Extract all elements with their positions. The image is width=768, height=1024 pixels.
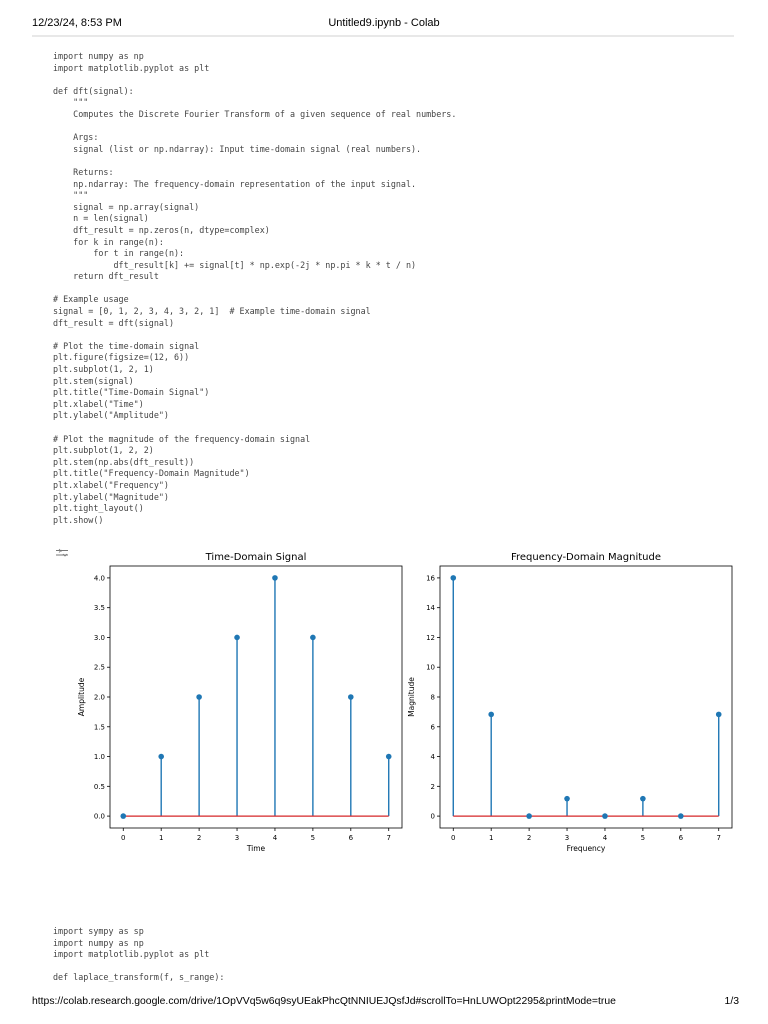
code-line: plt.subplot(1, 2, 1) bbox=[53, 364, 154, 375]
stem-marker bbox=[158, 754, 164, 760]
y-tick-label: 2 bbox=[430, 782, 435, 791]
x-tick-label: 6 bbox=[348, 834, 354, 842]
y-tick-label: 2.0 bbox=[93, 693, 105, 702]
x-axis-label: Frequency bbox=[566, 844, 606, 853]
print-datetime: 12/23/24, 8:53 PM bbox=[32, 17, 122, 29]
code-line: plt.ylabel("Amplitude") bbox=[53, 410, 169, 421]
frequency-domain-chart bbox=[404, 545, 734, 860]
code-line: import sympy as sp bbox=[53, 926, 144, 936]
code-line bbox=[53, 961, 713, 973]
chart-title: Frequency-Domain Magnitude bbox=[510, 552, 662, 563]
stem-marker bbox=[310, 635, 316, 641]
code-line: dft_result = np.zeros(n, dtype=complex) bbox=[53, 224, 270, 235]
stem-marker bbox=[678, 813, 684, 819]
stem-marker bbox=[234, 635, 240, 641]
stem-marker bbox=[348, 694, 354, 700]
code-line: import matplotlib.pyplot as plt bbox=[53, 949, 210, 960]
code-line: signal (list or np.ndarray): Input time-domain signal (real numbers). bbox=[53, 143, 422, 154]
x-tick-label: 1 bbox=[158, 834, 164, 842]
y-axis-label: Amplitude bbox=[77, 677, 86, 717]
code-line: plt.stem(np.abs(dft_result)) bbox=[53, 456, 195, 467]
print-footer bbox=[0, 996, 768, 1010]
code-line: def dft(signal): bbox=[53, 85, 134, 96]
x-tick-label: 4 bbox=[602, 834, 608, 842]
page-url: https://colab.research.google.com/drive/1OpVVq5w6q9syUEakPhcQtNNIUEJQsfJd#scrollTo=HnLUWOpt2295&printMode=true bbox=[32, 996, 616, 1007]
header-divider bbox=[32, 35, 734, 37]
x-tick-label: 3 bbox=[564, 834, 570, 842]
stem-marker bbox=[386, 754, 392, 760]
stem-marker bbox=[120, 813, 126, 819]
axes-frame bbox=[440, 566, 732, 828]
code-line: plt.xlabel("Time") bbox=[53, 398, 144, 409]
code-line: signal = np.array(signal) bbox=[53, 201, 200, 212]
y-tick-label: 1.5 bbox=[93, 723, 105, 732]
code-line: signal = [0, 1, 2, 3, 4, 3, 2, 1] # Example time-domain signal bbox=[53, 306, 371, 317]
code-line: # Plot the time-domain signal bbox=[53, 340, 200, 351]
x-tick-label: 7 bbox=[716, 834, 721, 842]
code-line bbox=[53, 283, 713, 295]
y-tick-label: 12 bbox=[426, 633, 435, 642]
code-line: """ bbox=[53, 97, 89, 108]
stem-marker bbox=[450, 575, 456, 581]
y-tick-label: 10 bbox=[426, 663, 435, 672]
stem-marker bbox=[602, 813, 608, 819]
stem-marker bbox=[196, 694, 202, 700]
code-line: plt.tight_layout() bbox=[53, 503, 144, 514]
time-domain-chart bbox=[74, 545, 404, 860]
code-line: dft_result = dft(signal) bbox=[53, 317, 175, 328]
code-line: plt.show() bbox=[53, 514, 104, 525]
x-tick-label: 3 bbox=[234, 834, 240, 842]
y-tick-label: 0 bbox=[430, 812, 435, 821]
code-line: plt.title("Frequency-Domain Magnitude") bbox=[53, 468, 250, 479]
x-tick-label: 0 bbox=[121, 834, 126, 842]
code-line: plt.title("Time-Domain Signal") bbox=[53, 387, 210, 398]
code-cell-dft[interactable] bbox=[53, 51, 713, 526]
code-line: plt.subplot(1, 2, 2) bbox=[53, 445, 154, 456]
code-line: import numpy as np bbox=[53, 937, 144, 948]
code-cell-laplace[interactable] bbox=[53, 926, 713, 984]
x-tick-label: 1 bbox=[488, 834, 494, 842]
x-tick-label: 4 bbox=[272, 834, 278, 842]
print-header bbox=[0, 0, 768, 40]
x-axis-label: Time bbox=[246, 844, 266, 853]
y-tick-label: 14 bbox=[426, 604, 435, 613]
stem-marker bbox=[526, 813, 532, 819]
code-line: dft_result[k] += signal[t] * np.exp(-2j * np.pi * k * t / n) bbox=[53, 259, 417, 270]
x-tick-label: 6 bbox=[678, 834, 684, 842]
code-line: for t in range(n): bbox=[53, 248, 185, 259]
y-tick-label: 2.5 bbox=[93, 663, 105, 672]
axes-frame bbox=[110, 566, 402, 828]
y-tick-label: 4.0 bbox=[93, 574, 105, 583]
stem-marker bbox=[488, 712, 494, 718]
code-line: plt.ylabel("Magnitude") bbox=[53, 491, 169, 502]
code-line: plt.xlabel("Frequency") bbox=[53, 479, 169, 490]
page-title: Untitled9.ipynb - Colab bbox=[328, 17, 440, 29]
code-line bbox=[53, 74, 713, 86]
code-line bbox=[53, 155, 713, 167]
code-line: # Example usage bbox=[53, 294, 129, 305]
code-line: """ bbox=[53, 190, 89, 201]
code-line bbox=[53, 422, 713, 434]
code-line: def laplace_transform(f, s_range): bbox=[53, 972, 225, 983]
x-tick-label: 2 bbox=[526, 834, 532, 842]
page-number: 1/3 bbox=[724, 996, 739, 1007]
y-tick-label: 0.0 bbox=[93, 812, 105, 821]
code-line: n = len(signal) bbox=[53, 213, 149, 224]
y-tick-label: 3.0 bbox=[93, 633, 105, 642]
code-line: Computes the Discrete Fourier Transform of a given sequence of real numbers. bbox=[53, 108, 457, 119]
code-line: import numpy as np bbox=[53, 51, 144, 61]
x-tick-label: 5 bbox=[310, 834, 316, 842]
code-line: import matplotlib.pyplot as plt bbox=[53, 62, 210, 73]
code-line: for k in range(n): bbox=[53, 236, 164, 247]
stem-marker bbox=[716, 712, 722, 718]
y-tick-label: 6 bbox=[430, 723, 435, 732]
code-line bbox=[53, 121, 713, 133]
x-tick-label: 5 bbox=[640, 834, 646, 842]
code-line bbox=[53, 329, 713, 341]
x-tick-label: 7 bbox=[386, 834, 391, 842]
code-line: np.ndarray: The frequency-domain representation of the input signal. bbox=[53, 178, 417, 189]
stem-marker bbox=[640, 796, 646, 802]
stem-marker bbox=[564, 796, 570, 802]
y-tick-label: 8 bbox=[430, 693, 435, 702]
code-line: plt.stem(signal) bbox=[53, 375, 134, 386]
y-tick-label: 3.5 bbox=[93, 604, 105, 613]
x-tick-label: 0 bbox=[451, 834, 456, 842]
code-line: return dft_result bbox=[53, 271, 159, 282]
y-tick-label: 16 bbox=[426, 574, 435, 583]
code-line: Args: bbox=[53, 132, 99, 143]
chart-title: Time-Domain Signal bbox=[205, 552, 307, 563]
y-axis-label: Magnitude bbox=[407, 677, 416, 717]
code-line: Returns: bbox=[53, 166, 114, 177]
x-tick-label: 2 bbox=[196, 834, 202, 842]
stem-marker bbox=[272, 575, 278, 581]
code-line: # Plot the magnitude of the frequency-domain signal bbox=[53, 433, 311, 444]
y-tick-label: 0.5 bbox=[93, 782, 105, 791]
y-tick-label: 4 bbox=[430, 753, 435, 762]
output-toggle-icon[interactable] bbox=[55, 548, 69, 558]
y-tick-label: 1.0 bbox=[93, 753, 105, 762]
code-line: plt.figure(figsize=(12, 6)) bbox=[53, 352, 190, 363]
